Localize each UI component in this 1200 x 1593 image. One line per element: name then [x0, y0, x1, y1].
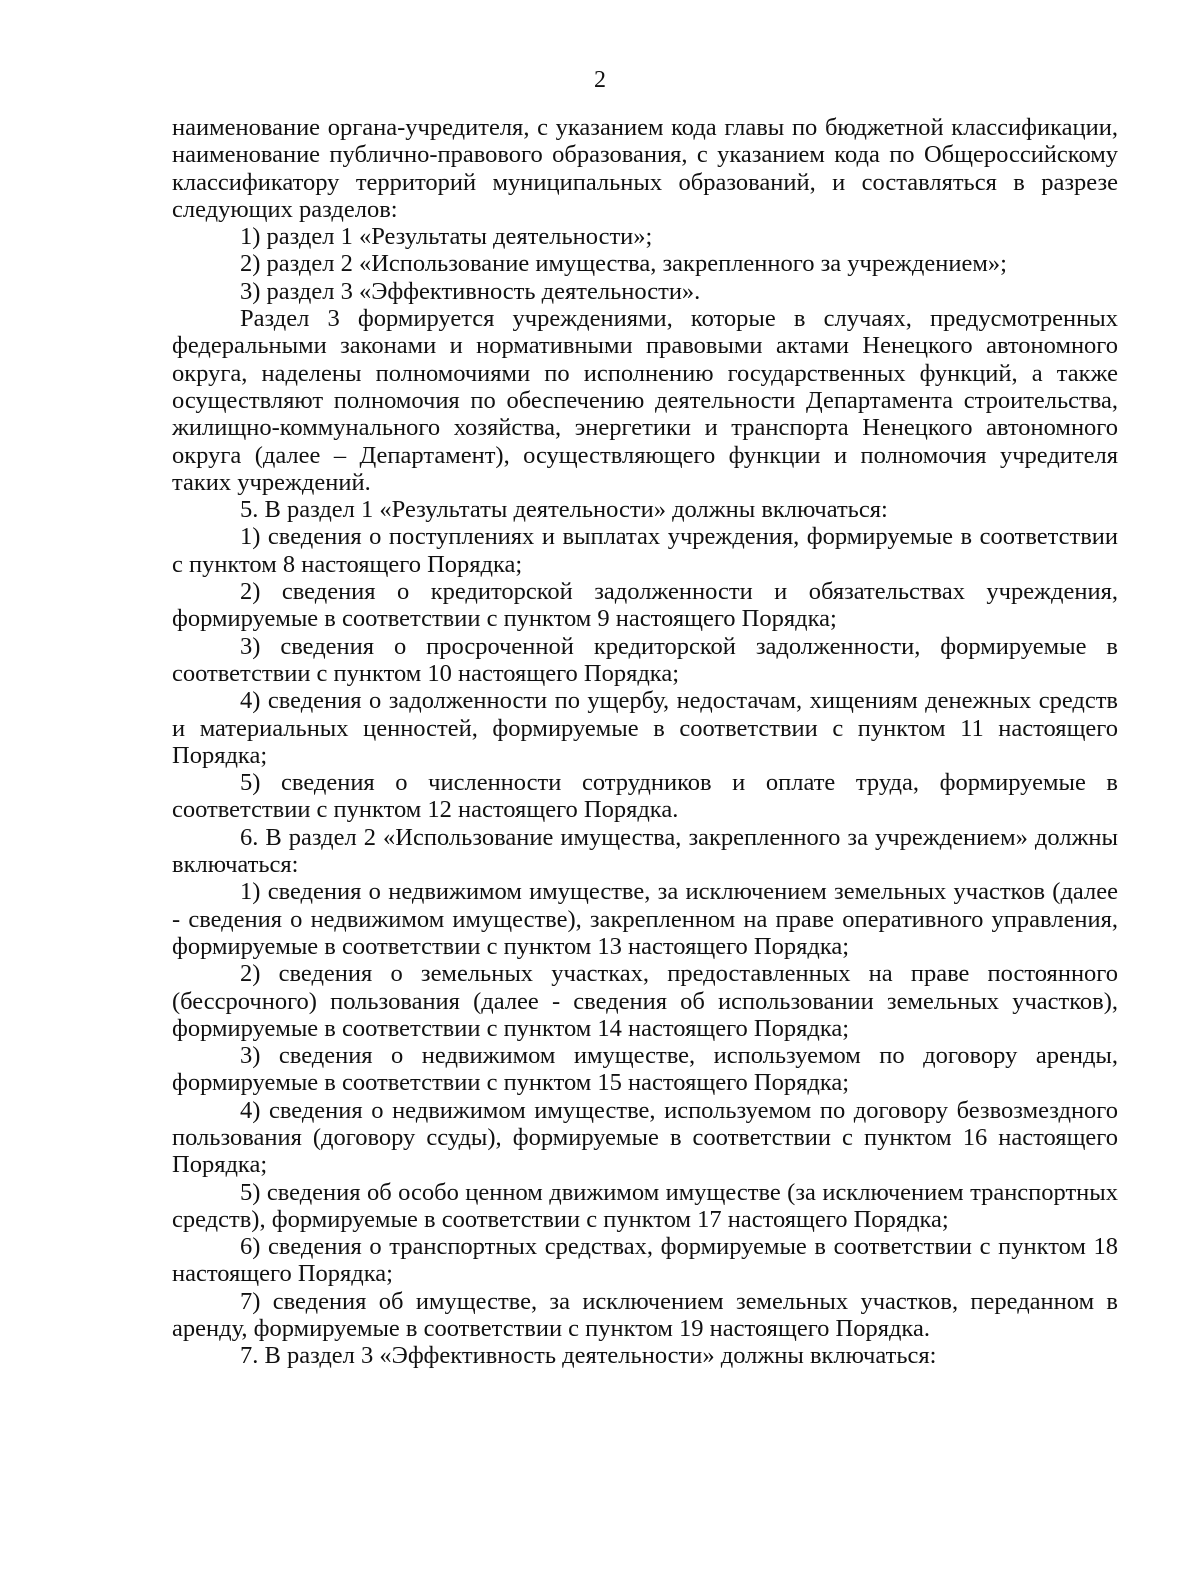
- paragraph: 2) раздел 2 «Использование имущества, закрепленного за учреждением»;: [240, 250, 1007, 278]
- paragraph: 5) сведения об особо ценном движимом имуществе (за исключением транспортных средств), формируемые в соответствии с пунктом 17 настоящего Порядка;: [172, 1178, 1118, 1233]
- paragraph: 6) сведения о транспортных средствах, формируемые в соответствии с пунктом 18 настоящего Порядка;: [172, 1233, 1118, 1288]
- paragraph: 5. В раздел 1 «Результаты деятельности» должны включаться:: [240, 496, 888, 524]
- paragraph: 4) сведения о задолженности по ущербу, недостачам, хищениям денежных средств и материальных ценностей, формируемые в соответствии с пунктом 11 настоящего Порядка;: [172, 687, 1118, 769]
- paragraph: 1) раздел 1 «Результаты деятельности»;: [240, 223, 653, 251]
- paragraph: 3) раздел 3 «Эффективность деятельности».: [240, 277, 701, 305]
- paragraph: 1) сведения о недвижимом имуществе, за исключением земельных участков (далее - сведения о недвижимом имуществе), закрепленном на праве оперативного управления, формируемые в соответствии с пунктом 13 настоящего Порядка;: [172, 878, 1118, 960]
- paragraph: 3) сведения о недвижимом имуществе, используемом по договору аренды, формируемые в соответствии с пунктом 15 настоящего Порядка;: [172, 1042, 1118, 1097]
- paragraph: наименование органа-учредителя, с указанием кода главы по бюджетной классификации, наименование публично-правового образования, с указанием кода по Общероссийскому классификатору территорий муниципальных образований, и составляться в разрезе следующих разделов:: [172, 114, 1118, 223]
- page-number: 2: [594, 67, 606, 93]
- paragraph: 3) сведения о просроченной кредиторской задолженности, формируемые в соответствии с пунктом 10 настоящего Порядка;: [172, 632, 1118, 687]
- paragraph: 1) сведения о поступлениях и выплатах учреждения, формируемые в соответствии с пунктом 8 настоящего Порядка;: [172, 523, 1118, 578]
- paragraph: 4) сведения о недвижимом имуществе, используемом по договору безвозмездного пользования (договору ссуды), формируемые в соответствии с пунктом 16 настоящего Порядка;: [172, 1096, 1118, 1179]
- paragraph: 7. В раздел 3 «Эффективность деятельности» должны включаться:: [240, 1342, 937, 1370]
- paragraph: 7) сведения об имуществе, за исключением земельных участков, переданном в аренду, формируемые в соответствии с пунктом 19 настоящего Порядка.: [172, 1287, 1118, 1343]
- paragraph: Раздел 3 формируется учреждениями, которые в случаях, предусмотренных федеральными законами и нормативными правовыми актами Ненецкого автономного округа, наделены полномочиями по исполнению государственных функций, а также осуществляют полномочия по обеспечению деятельности Департамента строительства, жилищно-коммунального хозяйства, энергетики и транспорта Ненецкого автономного округа (далее – Департамент), осуществляющего функции и полномочия учредителя таких учреждений.: [172, 305, 1118, 496]
- paragraph: 6. В раздел 2 «Использование имущества, закрепленного за учреждением» должны включаться:: [172, 823, 1118, 879]
- paragraph: 2) сведения о кредиторской задолженности и обязательствах учреждения, формируемые в соответствии с пунктом 9 настоящего Порядка;: [172, 578, 1118, 633]
- paragraph: 2) сведения о земельных участках, предоставленных на праве постоянного (бессрочного) пользования (далее - сведения об использовании земельных участков), формируемые в соответствии с пунктом 14 настоящего Порядка;: [172, 960, 1118, 1042]
- document-body: [172, 114, 1118, 1370]
- paragraph: 5) сведения о численности сотрудников и оплате труда, формируемые в соответствии с пунктом 12 настоящего Порядка.: [172, 769, 1118, 824]
